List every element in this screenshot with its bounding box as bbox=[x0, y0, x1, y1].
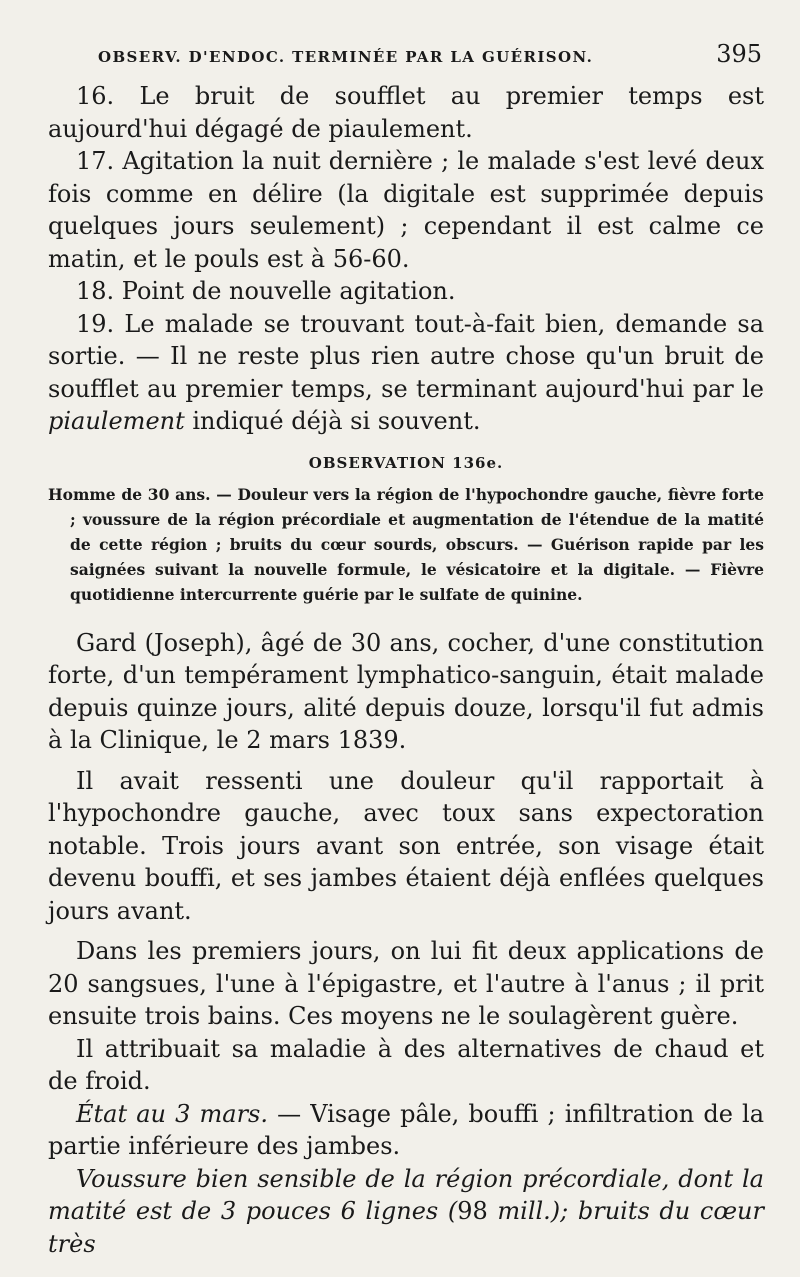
observation-summary: Homme de 30 ans. — Douleur vers la région de l'hypochondre gauche, fièvre forte ; voussure de la région précordiale et augmentation de l'étendue de la matité de cette région ; bruits du cœur sourds, obscurs. — Guérison rapide par les saignées suivant la nouvelle formule, le vésicatoire et la digitale. — Fièvre quotidienne intercurrente guérie par le sulfate de quinine. bbox=[48, 484, 764, 604]
entry-19 bbox=[48, 308, 764, 438]
entry-16: 16. Le bruit de soufflet au premier temps est aujourd'hui dégagé de piaulement. bbox=[48, 82, 764, 143]
voussure-italic-2: mill.); bruits du cœur très bbox=[48, 1197, 764, 1258]
running-head: OBSERV. D'ENDOC. TERMINÉE PAR LA GUÉRISON. bbox=[98, 48, 594, 66]
body-paragraph-1: Gard (Joseph), âgé de 30 ans, cocher, d'une constitution forte, d'un tempérament lymphatico-sanguin, était malade depuis quinze jours, alité depuis douze, lorsqu'il fut admis à la Clinique, le 2 mars 1839. bbox=[48, 628, 764, 754]
entry-18: 18. Point de nouvelle agitation. bbox=[76, 277, 456, 305]
etat-heading: État au 3 mars. bbox=[76, 1099, 268, 1128]
entry-17: 17. Agitation la nuit dernière ; le malade s'est levé deux fois comme en délire (la digitale est supprimée depuis quelques jours seulement) ; cependant il est calme ce matin, et le pouls est à 56-60. bbox=[48, 147, 764, 273]
book-page bbox=[48, 40, 764, 1260]
body-paragraph-2: Il avait ressenti une douleur qu'il rapportait à l'hypochondre gauche, avec toux sans expectoration notable. Trois jours avant son entrée, son visage était devenu bouffi, et ses jambes étaient déjà enflées quelques jours avant. bbox=[48, 766, 764, 925]
etat-paragraph bbox=[48, 1098, 764, 1163]
entry-19-text: 19. Le malade se trouvant tout-à-fait bien, demande sa sortie. — Il ne reste plus rien autre chose qu'un bruit de soufflet au premier temps, se terminant aujourd'hui par le bbox=[48, 309, 764, 403]
entry-19-italic: piaulement bbox=[48, 407, 185, 435]
body-paragraph-3: Dans les premiers jours, on lui fit deux applications de 20 sangsues, l'une à l'épigastre, et l'autre à l'anus ; il prit ensuite trois bains. Ces moyens ne le soulagèrent guère. bbox=[48, 937, 764, 1030]
voussure-number: 98 bbox=[457, 1197, 488, 1225]
body-paragraph-4: Il attribuait sa maladie à des alternatives de chaud et de froid. bbox=[48, 1034, 764, 1095]
voussure-italic-1: Voussure bien sensible de la région précordiale, dont la matité est de 3 pouces 6 lignes ( bbox=[48, 1164, 764, 1225]
etat-text: — Visage pâle, bouffi ; infiltration de la partie inférieure des jambes. bbox=[48, 1099, 764, 1160]
entry-19-end: indiqué déjà si souvent. bbox=[184, 407, 481, 435]
page-number: 395 bbox=[716, 40, 762, 68]
voussure-paragraph bbox=[48, 1163, 764, 1261]
page-header bbox=[48, 40, 764, 80]
observation-title: OBSERVATION 136e. bbox=[308, 453, 504, 472]
